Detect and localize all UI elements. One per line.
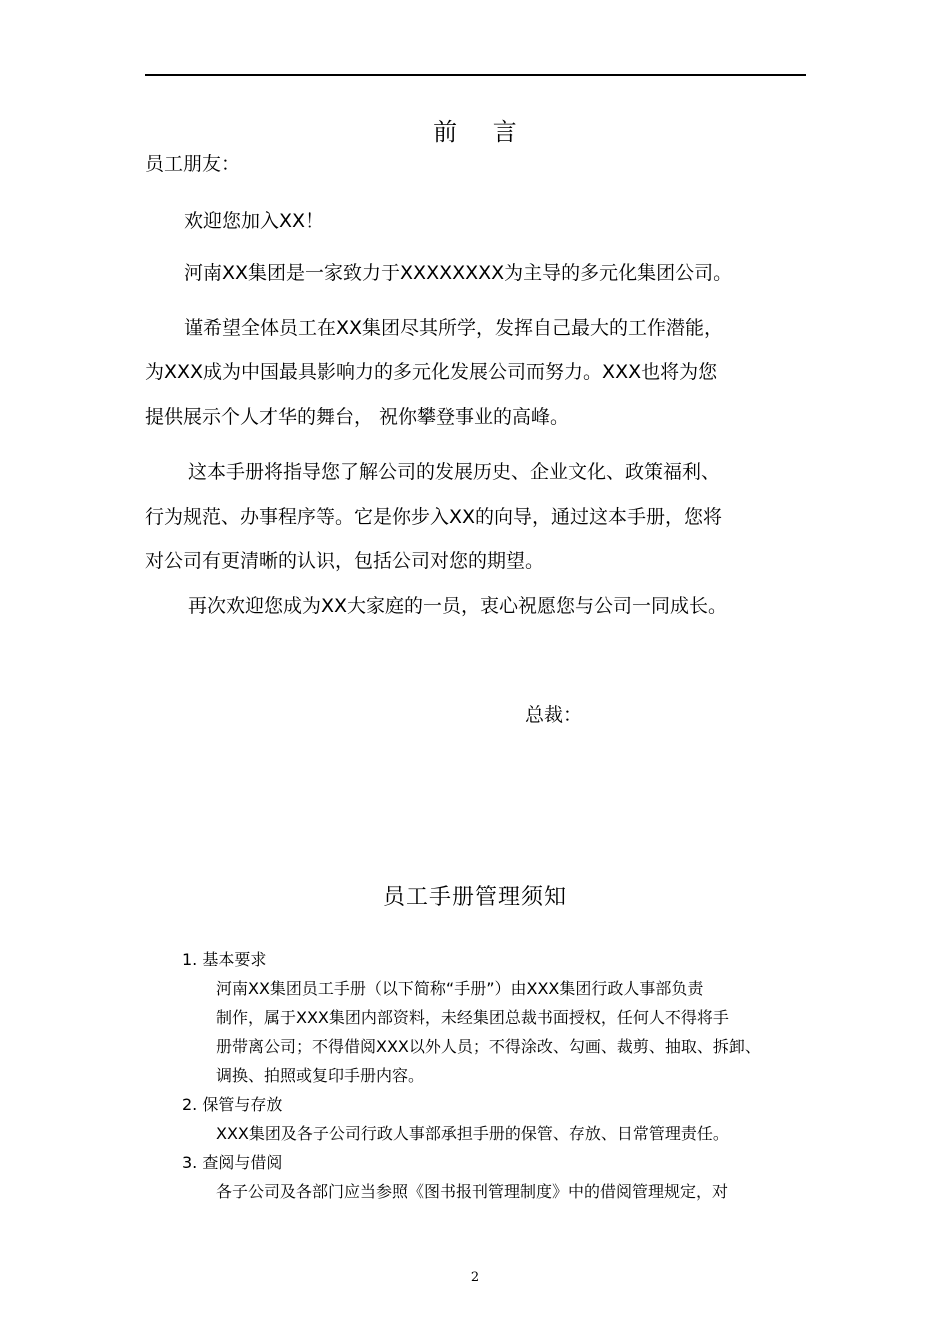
preface-line-hope-2: 为XXX成为中国最具影响力的多元化发展公司而努力。XXX也将为您: [145, 361, 718, 383]
preface-line-hope-3: 提供展示个人才华的舞台， 祝你攀登事业的高峰。: [145, 406, 570, 428]
notice-item-line: 各子公司及各部门应当参照《图书报刊管理制度》中的借阅管理规定，对: [216, 1182, 729, 1201]
preface-line-intro: 河南XX集团是一家致力于XXXXXXXX为主导的多元化集团公司。: [184, 262, 733, 284]
preface-line-guide-1: 这本手册将指导您了解公司的发展历史、企业文化、政策福利、: [188, 461, 721, 483]
preface-line-guide-3: 对公司有更清晰的认识，包括公司对您的期望。: [145, 550, 545, 572]
notice-item-line: 河南XX集团员工手册（以下简称“手册”）由XXX集团行政人事部负责: [216, 979, 704, 998]
notice-item-line: 调换、拍照或复印手册内容。: [216, 1066, 425, 1085]
preface-line-hope-1: 谨希望全体员工在XX集团尽其所学，发挥自己最大的工作潜能，: [184, 317, 724, 339]
header-rule: [145, 74, 806, 76]
notice-item-heading: 2. 保管与存放: [182, 1095, 283, 1114]
preface-title: 前 言: [433, 118, 531, 146]
preface-line-guide-2: 行为规范、办事程序等。它是你步入XX的向导，通过这本手册，您将: [145, 506, 723, 528]
notice-item-line: XXX集团及各子公司行政人事部承担手册的保管、存放、日常管理责任。: [216, 1124, 729, 1143]
notice-item-line: 册带离公司；不得借阅XXX以外人员；不得涂改、勾画、裁剪、抽取、拆卸、: [216, 1037, 761, 1056]
preface-line-welcome: 欢迎您加入XX！: [184, 210, 325, 232]
preface-line-closing: 再次欢迎您成为XX大家庭的一员，衷心祝愿您与公司一同成长。: [188, 595, 728, 617]
signature: 总裁：: [525, 704, 583, 726]
notice-title: 员工手册管理须知: [382, 885, 567, 910]
page-number: 2: [470, 1270, 480, 1285]
notice-item-heading: 3. 查阅与借阅: [182, 1153, 283, 1172]
notice-item-heading: 1. 基本要求: [182, 950, 267, 969]
notice-item-line: 制作，属于XXX集团内部资料，未经集团总裁书面授权，任何人不得将手: [216, 1008, 729, 1027]
salutation: 员工朋友：: [145, 153, 241, 175]
